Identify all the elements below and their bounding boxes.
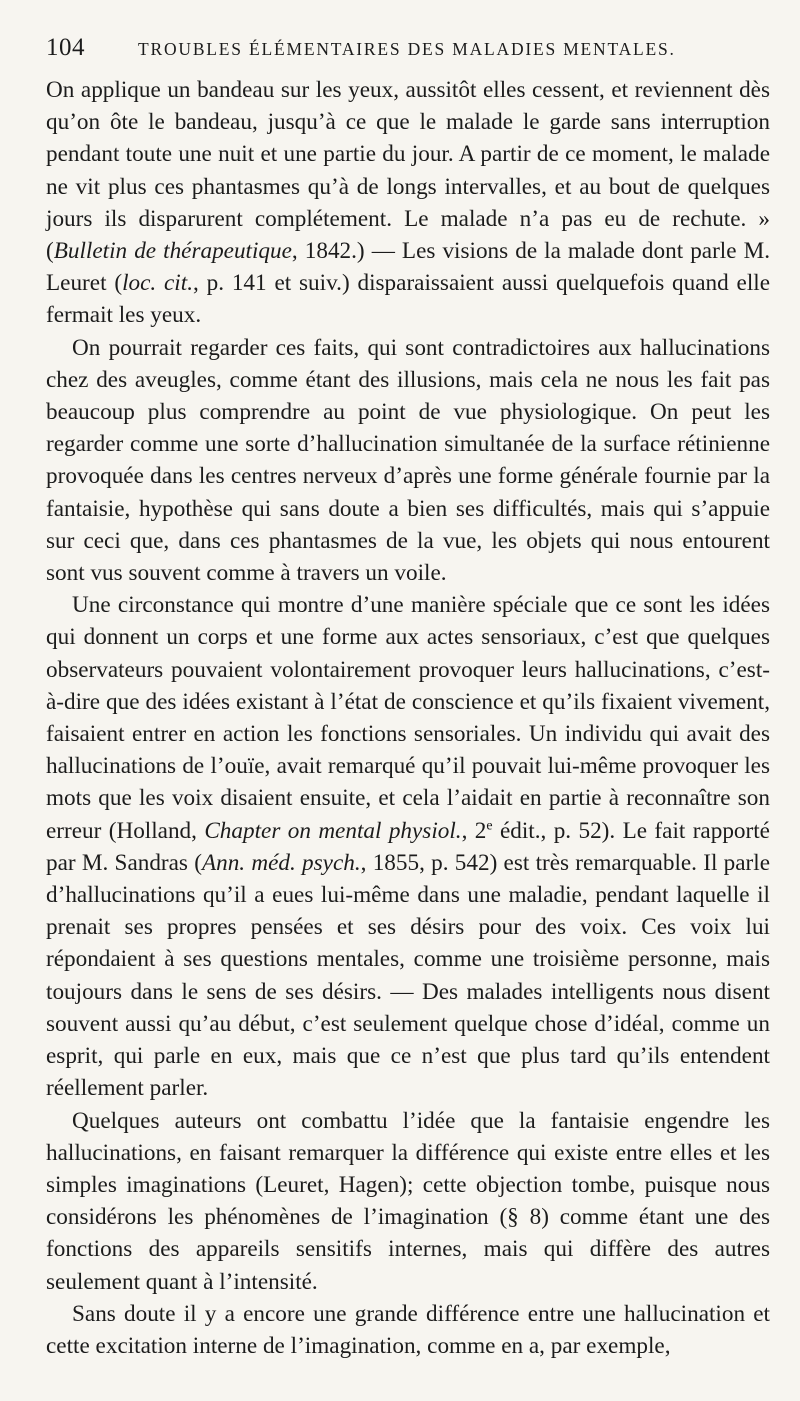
- body-text: [46, 74, 770, 1362]
- citation-chapter-on-mental-physiol: Chapter on mental physiol.: [204, 817, 462, 844]
- paragraph-1-text-a: On applique un bandeau sur les yeux, aussitôt elles cessent, et reviennent dès qu’on ôte le bandeau, jusqu’à ce que le malade le garde sans interruption pendant toute une nuit et une partie du jour. A partir de ce moment, le malade ne vit plus ces phantasmes qu’à de longs intervalles, et au bout de quelques jours ils disparurent complétement. Le malade n’a pas eu de rechute. » (: [46, 77, 770, 265]
- citation-ann-med-psych: Ann. méd. psych.: [201, 849, 361, 876]
- page-number: 104: [46, 34, 85, 61]
- paragraph-1-text-b: , 1842.) — Les visions de la malade dont parle M. Leuret (: [46, 238, 770, 297]
- paragraph-3: [46, 589, 770, 1104]
- paragraph-3-text-a: Une circonstance qui montre d’une manière spéciale que ce sont les idées qui donnent un corps et une forme aux actes sensoriaux, c’est que quelques observateurs pouvaient volontairement provoquer leurs hallucinations, c’est-à-dire que des idées existant à l’état de conscience et qu’ils fixaient vivement, faisaient entrer en action les fonctions sensoriales. Un individu qui avait des hallucinations de l’ouïe, avait remarqué qu’il pouvait lui-même provoquer les mots que les voix disaient ensuite, et cela l’aidait en partie à reconnaître son erreur (Holland,: [46, 592, 770, 844]
- paragraph-3-text-c: édit., p. 52). Le fait rapporté par M. Sandras (: [46, 817, 770, 876]
- paragraph-1-text-c: , p. 141 et suiv.) disparaissaient aussi quelquefois quand elle fermait les yeux.: [46, 270, 770, 329]
- citation-bulletin-therapeutique: Bulletin de thérapeutique: [53, 238, 292, 265]
- superscript-edition: e: [486, 817, 493, 833]
- running-head: [46, 34, 770, 70]
- paragraph-3-text-d: , 1855, p. 542) est très remarquable. Il parle d’hallucinations qu’il a eues lui-même dans une maladie, pendant laquelle il prenait ses propres pensées et ses désirs pour des voix. Ces voix lui répondaient à ses questions mentales, comme une troisième personne, mais toujours dans le sens de ses désirs. — Des malades intelligents nous disent souvent aussi qu’au début, c’est seulement quelque chose d’idéal, comme un esprit, qui parle en eux, mais que ce n’est que plus tard qu’ils entendent réellement parler.: [46, 849, 770, 1102]
- paragraph-1: [46, 74, 770, 332]
- paragraph-5: Sans doute il y a encore une grande différence entre une hallucination et cette excitation interne de l’imagination, comme en a, par exemple,: [46, 1300, 770, 1359]
- paragraph-3-text-b: , 2: [461, 817, 487, 844]
- paragraph-4: Quelques auteurs ont combattu l’idée que la fantaisie engendre les hallucinations, en faisant remarquer la différence qui existe entre elles et les simples imaginations (Leuret, Hagen); cette objection tombe, puisque nous considérons les phénomènes de l’imagination (§ 8) comme étant une des fonctions des appareils sensitifs internes, mais qui diffère des autres seulement quant à l’intensité.: [46, 1107, 770, 1295]
- citation-loc-cit: loc. cit.: [122, 270, 193, 297]
- running-title: TROUBLES ÉLÉMENTAIRES DES MALADIES MENTALES.: [138, 39, 676, 59]
- paragraph-2: On pourrait regarder ces faits, qui sont contradictoires aux hallucinations chez des aveugles, comme étant des illusions, mais cela ne nous les fait pas beaucoup plus comprendre au point de vue physiologique. On peut les regarder comme une sorte d’hallucination simultanée de la surface rétinienne provoquée dans les centres nerveux d’après une forme générale fournie par la fantaisie, hypothèse qui sans doute a bien ses difficultés, mais qui s’appuie sur ceci que, dans ces phantasmes de la vue, les objets qui nous entourent sont vus souvent comme à travers un voile.: [46, 334, 770, 587]
